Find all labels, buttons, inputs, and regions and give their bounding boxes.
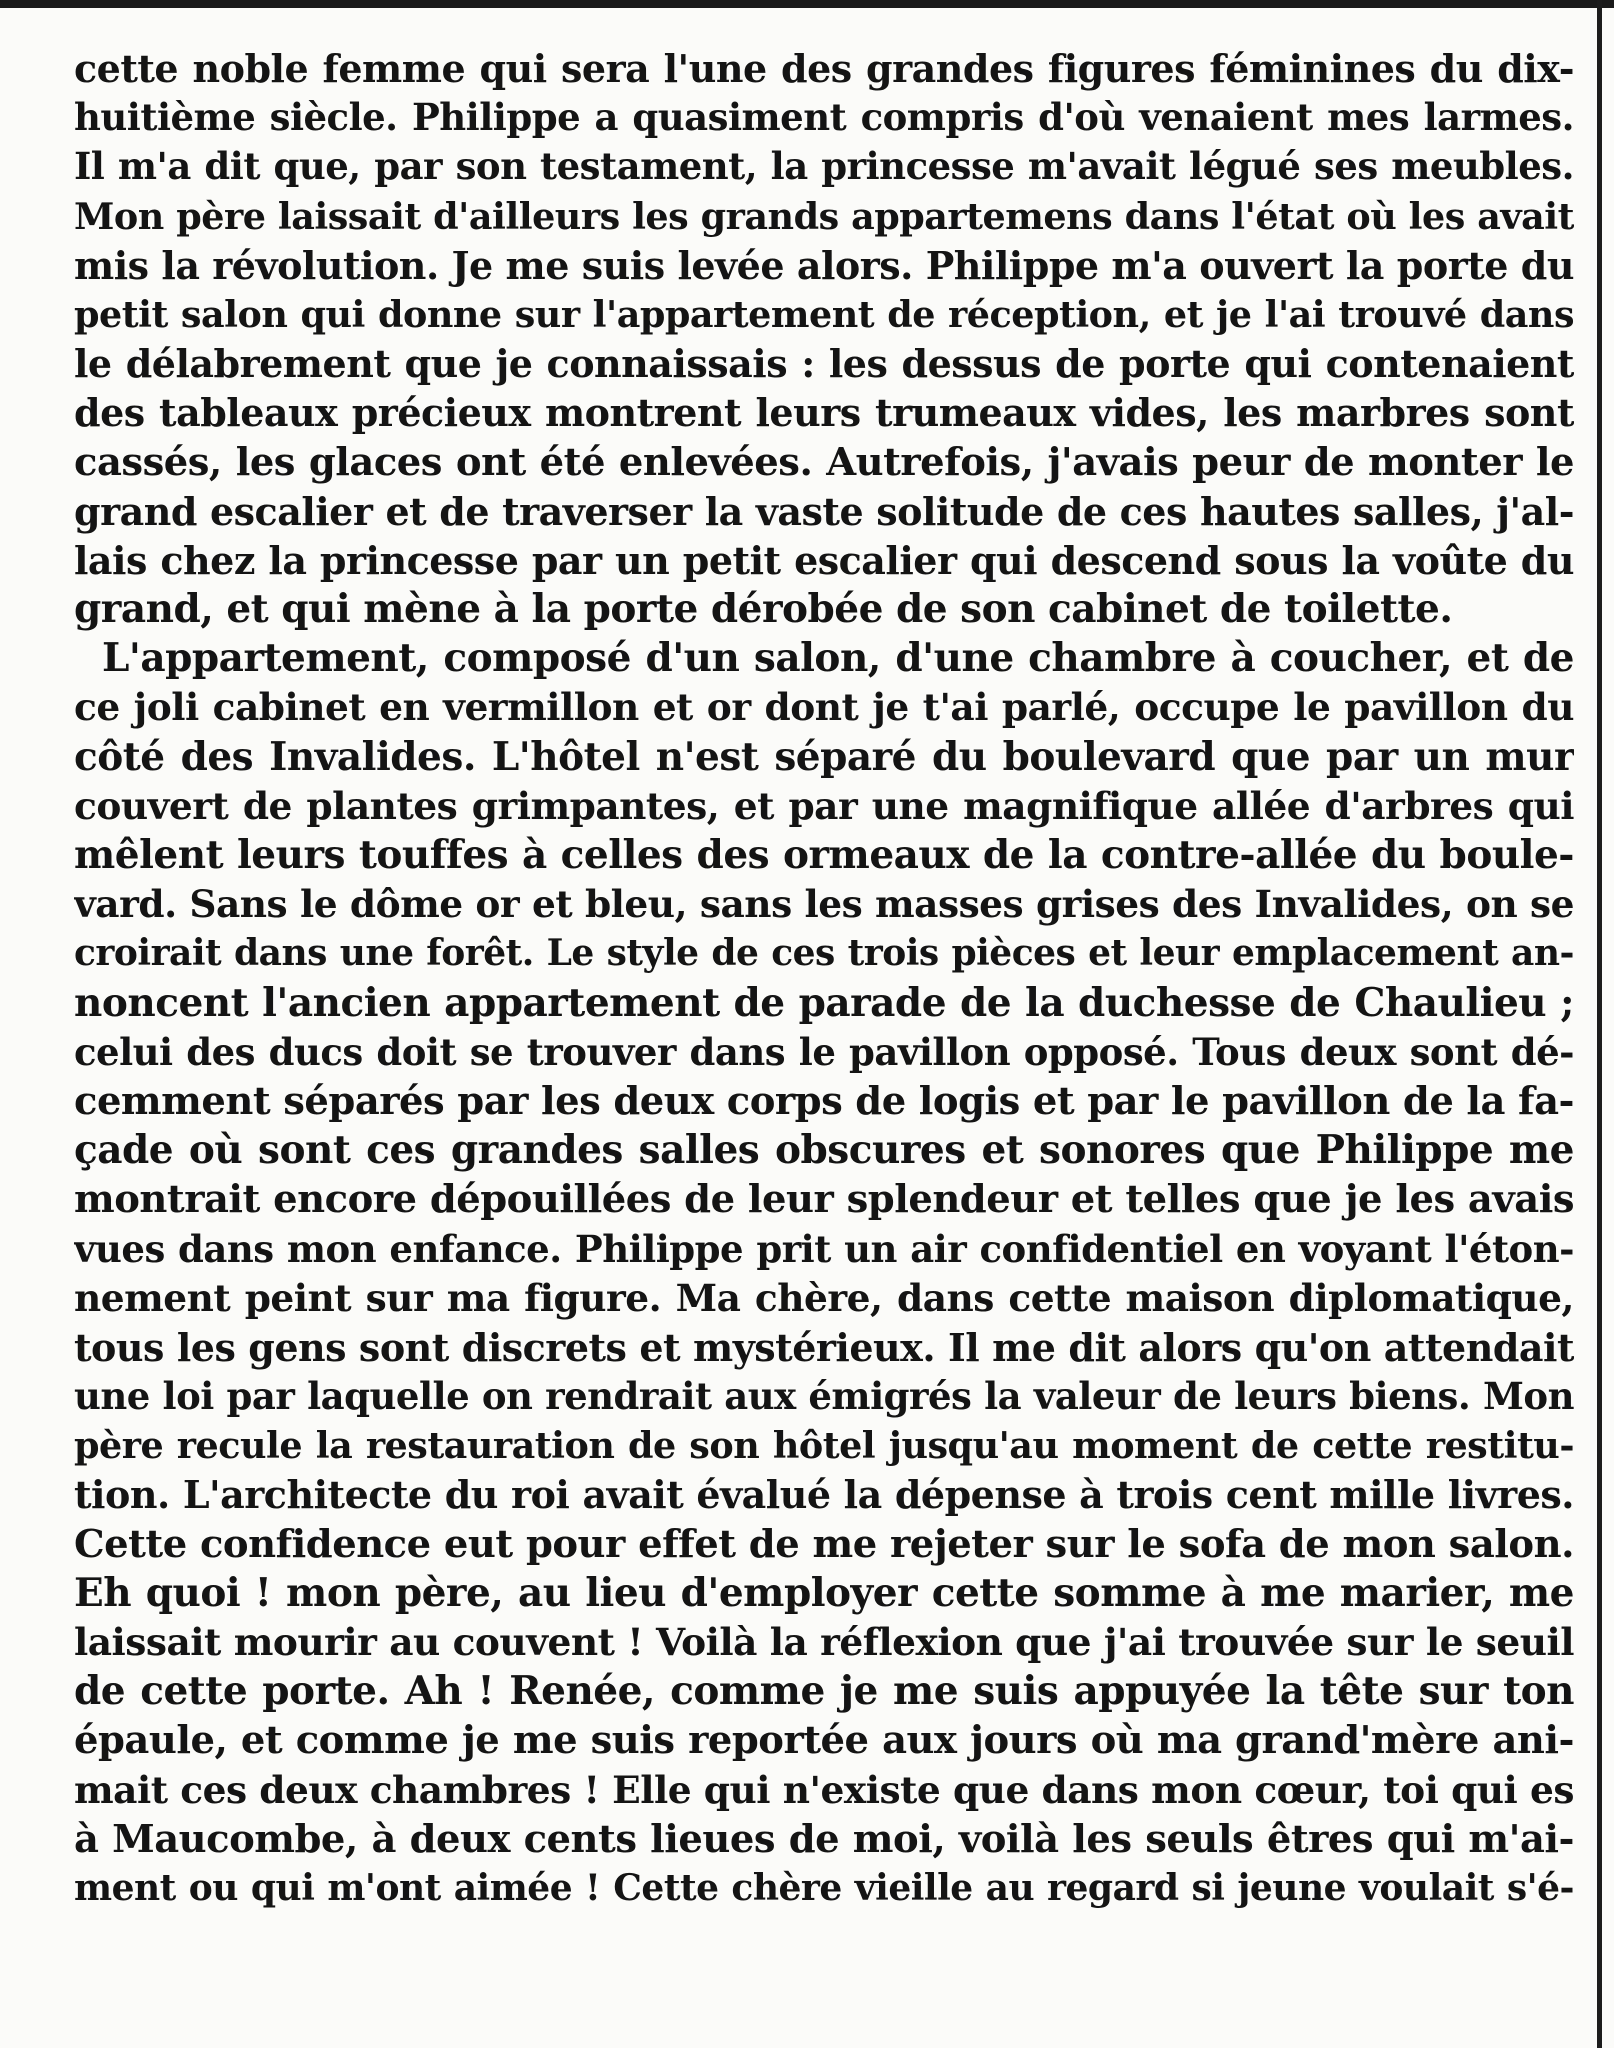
text-line: petit salon qui donne sur l'appartement de réception, et je l'ai trouvé dans bbox=[74, 292, 1574, 336]
text-line: grand, et qui mène à la porte dérobée de son cabinet de toilette. bbox=[74, 586, 1453, 633]
top-border-rule bbox=[0, 0, 1614, 8]
text-line: Eh quoi ! mon père, au lieu d'employer cette somme à me marier, me bbox=[74, 1569, 1574, 1616]
text-line: noncent l'ancien appartement de parade de la duchesse de Chaulieu ; bbox=[74, 979, 1574, 1026]
text-line: laissait mourir au couvent ! Voilà la réflexion que j'ai trouvée sur le seuil bbox=[74, 1620, 1574, 1664]
text-line: côté des Invalides. L'hôtel n'est séparé du boulevard que par un mur bbox=[74, 733, 1574, 780]
text-line: nement peint sur ma figure. Ma chère, dans cette maison diplomatique, bbox=[74, 1275, 1574, 1320]
text-line: père recule la restauration de son hôtel jusqu'au moment de cette restitu- bbox=[74, 1424, 1574, 1468]
text-line: çade où sont ces grandes salles obscures et sonores que Philippe me bbox=[74, 1127, 1574, 1174]
text-line: cemment séparés par les deux corps de logis et par le pavillon de la fa- bbox=[74, 1078, 1574, 1124]
text-line: montrait encore dépouillées de leur splendeur et telles que je les avais bbox=[74, 1177, 1574, 1223]
text-line: à Maucombe, à deux cents lieues de moi, voilà les seuls êtres qui m'ai- bbox=[74, 1816, 1574, 1862]
text-line: mis la révolution. Je me suis levée alors. Philippe m'a ouvert la porte du bbox=[74, 242, 1574, 288]
text-line: ce joli cabinet en vermillon et or dont je t'ai parlé, occupe le pavillon du bbox=[74, 685, 1574, 730]
text-line: cette noble femme qui sera l'une des grandes figures féminines du dix- bbox=[74, 46, 1574, 91]
text-line: Il m'a dit que, par son testament, la princesse m'avait légué ses meubles. bbox=[74, 144, 1574, 189]
text-line: vard. Sans le dôme or et bleu, sans les masses grises des Invalides, on se bbox=[74, 882, 1574, 927]
text-line: vues dans mon enfance. Philippe prit un air confidentiel en voyant l'éton- bbox=[74, 1226, 1574, 1271]
text-line: mait ces deux chambres ! Elle qui n'existe que dans mon cœur, toi qui es bbox=[74, 1767, 1574, 1812]
text-line: lais chez la princesse par un petit escalier qui descend sous la voûte du bbox=[74, 537, 1574, 583]
text-line: celui des ducs doit se trouver dans le pavillon opposé. Tous deux sont dé- bbox=[74, 1029, 1574, 1074]
text-line: huitième siècle. Philippe a quasiment compris d'où venaient mes larmes. bbox=[74, 95, 1574, 140]
text-line: épaule, et comme je me suis reportée aux jours où ma grand'mère ani- bbox=[74, 1718, 1574, 1764]
text-line: une loi par laquelle on rendrait aux émigrés la valeur de leurs biens. Mon bbox=[74, 1374, 1574, 1419]
column-border-rule bbox=[1597, 0, 1602, 2048]
text-line: Cette confidence eut pour effet de me rejeter sur le sofa de mon salon. bbox=[74, 1521, 1574, 1567]
text-line: ment ou qui m'ont aimée ! Cette chère vieille au regard si jeune voulait s'é- bbox=[74, 1866, 1574, 1909]
text-line: tion. L'architecte du roi avait évalué la dépense à trois cent mille livres. bbox=[74, 1472, 1574, 1518]
text-line: Mon père laissait d'ailleurs les grands appartemens dans l'état où les avait bbox=[74, 194, 1574, 238]
text-line: tous les gens sont discrets et mystérieux. Il me dit alors qu'on attendait bbox=[74, 1324, 1574, 1370]
text-line: L'appartement, composé d'un salon, d'une chambre à coucher, et de bbox=[102, 635, 1574, 682]
text-line: croirait dans une forêt. Le style de ces trois pièces et leur emplacement an- bbox=[74, 932, 1574, 975]
text-line: cassés, les glaces ont été enlevées. Autrefois, j'avais peur de monter le bbox=[74, 439, 1574, 485]
text-line: des tableaux précieux montrent leurs trumeaux vides, les marbres sont bbox=[74, 390, 1574, 436]
text-line: mêlent leurs touffes à celles des ormeaux de la contre-allée du boule- bbox=[74, 832, 1574, 878]
text-line: couvert de plantes grimpantes, et par une magnifique allée d'arbres qui bbox=[74, 783, 1574, 828]
text-line: de cette porte. Ah ! Renée, comme je me suis appuyée la tête sur ton bbox=[74, 1668, 1574, 1715]
text-line: grand escalier et de traverser la vaste solitude de ces hautes salles, j'al- bbox=[74, 488, 1574, 534]
text-line: le délabrement que je connaissais : les dessus de porte qui contenaient bbox=[74, 341, 1574, 387]
article-column bbox=[74, 44, 1574, 1913]
